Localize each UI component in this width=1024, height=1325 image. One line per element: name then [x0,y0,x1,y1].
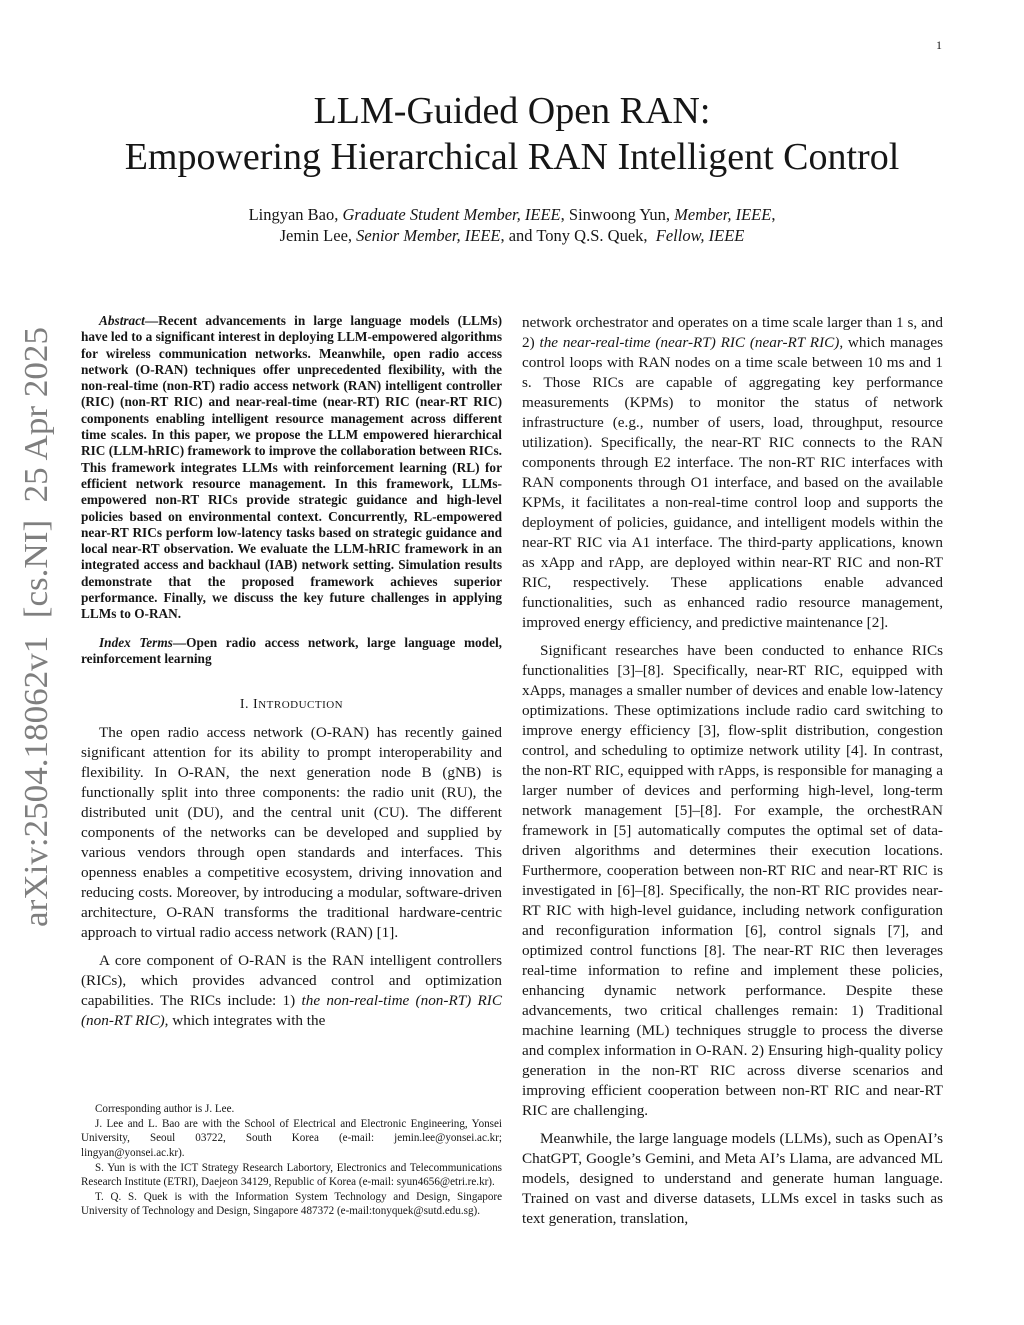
arxiv-identifier-stamp [14,322,56,932]
intro-paragraph-1: The open radio access network (O-RAN) has recently gained significant attention for its ability to prompt interoperability and flexibility. In O-RAN, the next generation node B (gNB) is functionally split into three components: the radio unit (RU), the distributed unit (DU), and the central unit (CU). The different components of the networks can be developed and supplied by various vendors through open standards and interfaces. This openness enables a competitive ecosystem, driving innovation and reducing costs. Moreover, by introducing a modular, software-driven architecture, O-RAN transforms the traditional hardware-centric approach to virtual radio access network (RAN) [1]. [81,724,502,942]
abstract-text: —Recent advancements in large language models (LLMs) have led to a significant interest in deploying LLM-empowered algorithms for wireless communication networks. Meanwhile, open radio access network (O-RAN) techniques offer unprecedented flexibility, with the non-real-time (non-RT) radio access network (RAN) intelligent controller (RIC) (non-RT RIC) and near-real-time (near-RT) RIC (near-RT RIC) components enabling intelligent resource management across different time scales. In this paper, we propose the LLM empowered hierarchical RIC (LLM-hRIC) framework to improve the collaboration between RICs. This framework integrates LLMs with reinforcement learning (RL) for efficient network resource management. In this framework, LLMs-empowered non-RT RICs provide strategic guidance and high-level policies based on environmental context. Concurrently, RL-empowered near-RT RICs perform low-latency tasks based on strategic guidance and local near-RT observation. We evaluate the LLM-hRIC framework in an integrated access and backhaul (IAB) network setting. Simulation results demonstrate that the proposed framework achieves superior performance. Finally, we discuss the key future challenges in applying LLMs to O-RAN. [81,313,502,622]
author-affiliation-role: Fellow, IEEE [655,226,745,245]
footnote-corresponding-author: Corresponding author is J. Lee. [95,1103,235,1115]
author-line-1 [0,204,1024,225]
footnote-affiliation: T. Q. S. Quek is with the Information System Technology and Design, Singapore University of Technology and Design, Singapore 487372 (e-mail:tonyquek@sutd.edu.sg). [81,1191,502,1218]
paper-title-line-2: Empowering Hierarchical RAN Intelligent Control [124,136,900,178]
body-paragraph-start: network orchestrator and operates on a time scale larger than 1 s, and 2) [522,314,943,351]
body-paragraph-continued [522,313,943,633]
body-paragraph-italic: the near-real-time (near-RT) RIC (near-RT RIC) [539,334,840,351]
intro-paragraph-2 [81,951,502,1031]
footnote-affiliation: J. Lee and L. Bao are with the School of Electrical and Electronic Engineering, Yonsei University, Seoul 03722, South Korea (e-mail: jemin.lee@yonsei.ac.kr; lingyan@yonsei.ac.kr). [81,1118,502,1159]
footnote-affiliation: S. Yun is with the ICT Strategy Research Labortory, Electronics and Telecommunications Research Institute (ETRI), Daejeon 34129, Republic of Korea (e-mail: syun4656@etri.re.kr). [81,1161,502,1189]
body-paragraph: Meanwhile, the large language models (LLMs), such as OpenAI’s ChatGPT, Google’s Gemini, and Meta AI’s Llama, are advanced ML models, designed to understand and generate human language. Trained on vast and diverse datasets, LLMs excel in tasks such as text generation, translation, [522,1130,943,1227]
abstract [81,313,502,623]
abstract-label: Abstract [99,313,145,328]
author-list [0,204,1024,246]
index-terms-label: Index Terms [99,634,173,650]
section-title-rest: NTRODUCTION [258,699,344,712]
footnotes [81,1102,502,1220]
section-title-initial: I [253,697,259,713]
page-number: 1 [936,38,942,52]
author-affiliation-role: Member, IEEE [674,205,772,224]
left-column [81,313,502,1039]
title-block [0,88,1024,246]
index-terms [81,635,502,668]
paper-title-line-1: LLM-Guided Open RAN: [313,90,711,132]
arxiv-identifier-text: arXiv:2504.18062v1 [cs.NI] 25 Apr 2025 [18,345,55,927]
author-separator: , [771,205,776,224]
author-name: , Sinwoong Yun, [560,205,675,224]
author-name: Jemin Lee, [279,226,357,245]
body-paragraph: Significant researches have been conducted to enhance RICs functionalities [3]–[8]. Specifically, near-RT RIC, equipped with xApps, manages a smaller number of devices and enable low-latency optimizations. These optimizations include radio card switching to improve energy efficiency [3], flow-split distribution, congestion control, and scheduling to optimize network utility [4]. In contrast, the non-RT RIC, equipped with rApps, is responsible for managing a larger number of devices and performing high-level, long-term network management [5]–[8]. For example, the orchestRAN framework in [5] automatically computes the optimal set of data-driven algorithms and determines their execution locations. Furthermore, cooperation between non-RT RIC and near-RT RIC is investigated in [6]–[8]. Specifically, the non-RT RIC provides near-RT RIC with high-level guidance, including network configuration and reconfiguration information [6], control signals [7], and optimized control functions [8]. The near-RT RIC then leverages real-time information to refine and implement these policies, enhancing dynamic network performance. Despite these advancements, two critical challenges remain: 1) Traditional machine learning (ML) techniques struggle to process the diverse and complex information in O-RAN. 2) Ensuring high-quality policy generation in the non-RT RIC across diverse scenarios and improving efficient cooperation between non-RT RIC and near-RT RIC are challenging. [522,642,943,1119]
section-number: I. [239,697,254,713]
index-terms-text: —Open radio access network, large language model, reinforcement learning [81,634,502,666]
author-affiliation-role: Graduate Student Member, IEEE [342,205,561,224]
right-column [522,313,943,1237]
author-name: , and Tony Q.S. Quek, [500,226,656,245]
body-paragraph-end: , which manages control loops with RAN nodes on a time scale between 10 ms and 1 s. Those RICs are capable of aggregating key performance measurements (KPMs) to monitor the status of network infrastructure (e.g., number of users, load, throughput, resource utilization). Specifically, the near-RT RIC connects to the RAN components through E2 interface. The non-RT RIC interfaces with RAN components through O1 interface, and based on the available KPMs, it facilitates a non-real-time control loop and supports the deployment of policies, guidance, and intelligent models within the near-RT RIC via A1 interface. The third-party applications, known as xApp and rApp, are deployed within near-RT RIC and non-RT RIC, respectively. These applications enable advanced functionalities, such as enhanced radio resource management, improved energy efficiency, and predictive maintenance [2]. [522,334,943,631]
author-name: Lingyan Bao, [248,205,343,224]
intro-paragraph-2-italic: the non-real-time (non-RT) RIC (non-RT RIC) [81,992,502,1030]
section-heading-introduction [81,697,502,713]
intro-paragraph-2-end: , which integrates with the [164,1012,326,1030]
author-line-2 [0,225,1024,246]
intro-paragraph-2-start: A core component of O-RAN is the RAN intelligent controllers (RICs), which provides advanced control and optimization capabilities. The RICs include: 1) [81,952,502,1010]
author-affiliation-role: Senior Member, IEEE [356,226,501,245]
